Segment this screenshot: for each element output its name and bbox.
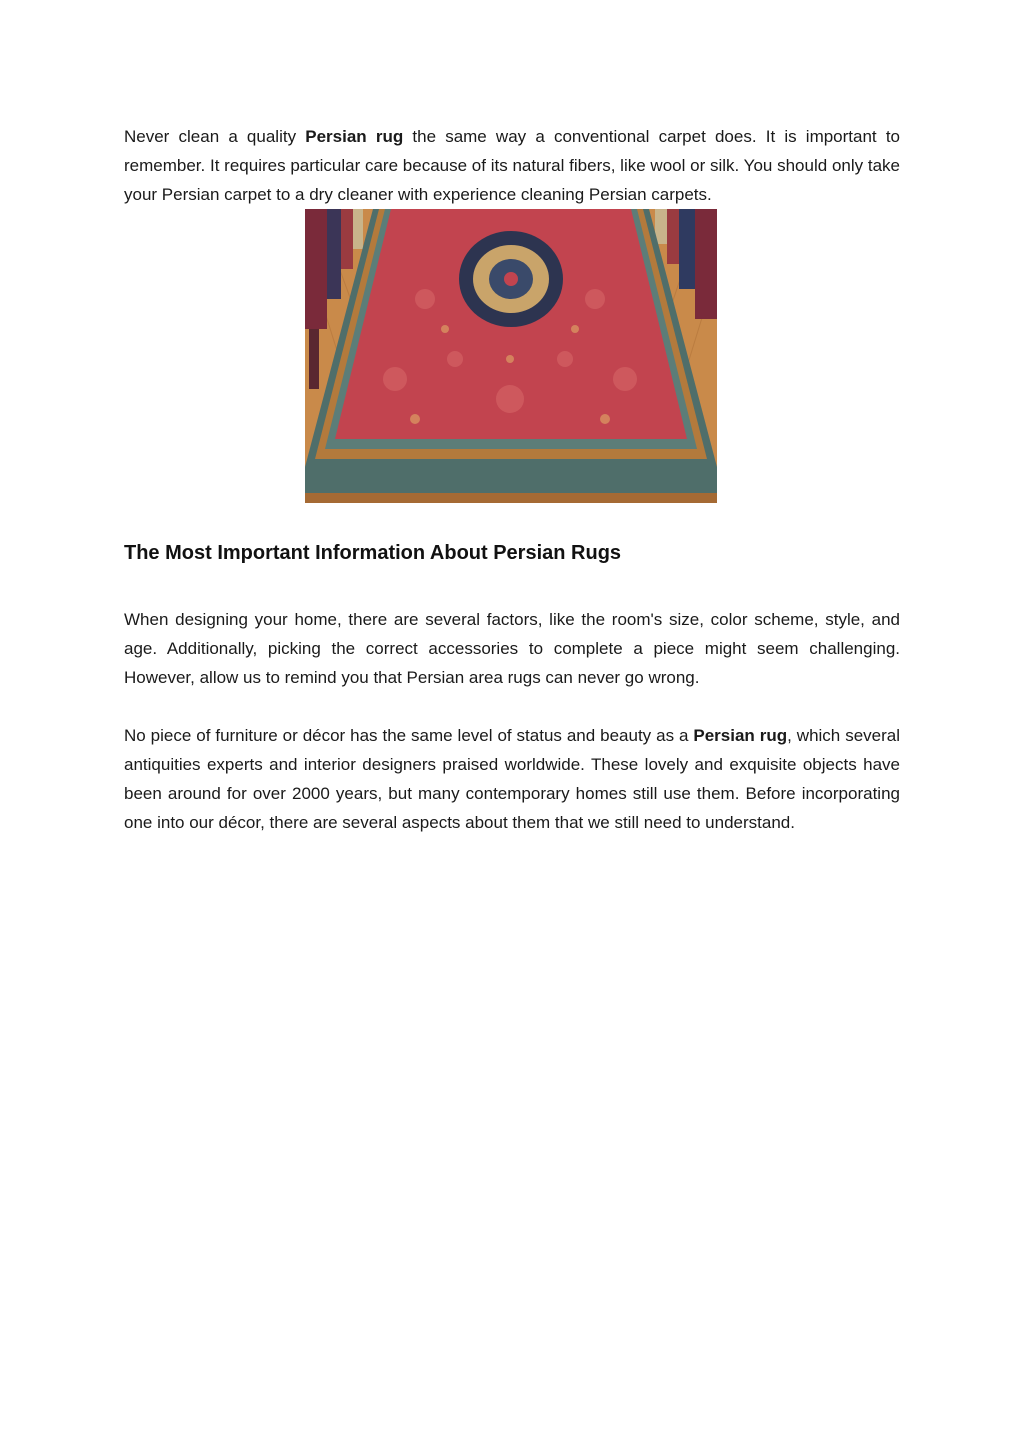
- intro-text-before: Never clean a quality: [124, 127, 306, 146]
- status-text-after: , which several antiquities experts and interior designers praised worldwide. These lovely and exquisite objects have been around for over 2000 years, but many contemporary homes still use them. Before incorporating one into our décor, there are several aspects about them that we still need to understand.: [124, 726, 900, 832]
- persian-rug-bold-term: Persian rug: [305, 127, 404, 146]
- persian-rug-photo: [305, 209, 717, 503]
- status-paragraph: [124, 721, 900, 837]
- status-text-before: No piece of furniture or décor has the same level of status and beauty as a: [124, 726, 694, 745]
- persian-rug-bold-term-2: Persian rug: [693, 726, 788, 745]
- design-paragraph: When designing your home, there are several factors, like the room's size, color scheme, style, and age. Additionally, picking the correct accessories to complete a piece might seem challenging. However, allow us to remind you that Persian area rugs can never go wrong.: [124, 610, 900, 687]
- intro-paragraph: [124, 122, 900, 209]
- intro-text-after: the same way a conventional carpet does. It is important to remember. It requires particular care because of its natural fibers, like wool or silk. You should only take your Persian carpet to a dry cleaner with experience cleaning Persian carpets.: [124, 127, 900, 204]
- section-heading: The Most Important Information About Persian Rugs: [124, 542, 622, 564]
- document-page: [124, 122, 900, 837]
